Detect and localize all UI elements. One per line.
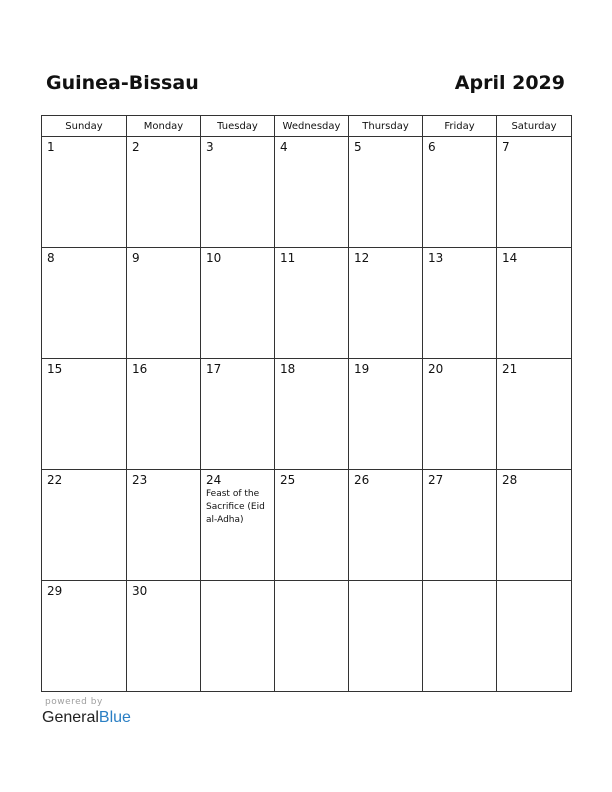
day-number: 29	[47, 584, 63, 598]
week-row	[42, 359, 572, 470]
day-number: 26	[354, 473, 370, 487]
day-number: 28	[502, 473, 518, 487]
week-row	[42, 248, 572, 359]
powered-by-text: powered by	[45, 697, 103, 707]
weekday-friday: Friday	[423, 116, 497, 137]
day-cell	[42, 581, 127, 692]
day-number: 11	[280, 251, 296, 265]
day-cell	[42, 248, 127, 359]
day-cell	[497, 248, 572, 359]
weekday-tuesday: Tuesday	[201, 116, 275, 137]
day-number: 4	[280, 140, 288, 154]
day-cell	[127, 359, 201, 470]
day-cell	[42, 137, 127, 248]
holiday-label: Feast of the Sacrifice (Eid al-Adha)	[206, 489, 265, 525]
day-cell	[42, 470, 127, 581]
day-number: 21	[502, 362, 518, 376]
day-cell	[349, 470, 423, 581]
month-title: April 2029	[454, 72, 565, 94]
calendar-grid	[41, 115, 572, 692]
day-cell	[127, 248, 201, 359]
day-number: 6	[428, 140, 436, 154]
day-cell	[275, 248, 349, 359]
day-cell	[423, 470, 497, 581]
weekday-saturday: Saturday	[497, 116, 572, 137]
day-cell	[349, 359, 423, 470]
day-number: 2	[132, 140, 140, 154]
footer-branding	[42, 697, 131, 728]
week-row	[42, 137, 572, 248]
day-number: 30	[132, 584, 148, 598]
day-number: 10	[206, 251, 222, 265]
day-number: 22	[47, 473, 63, 487]
day-number: 12	[354, 251, 370, 265]
day-cell	[127, 581, 201, 692]
day-cell-empty	[275, 581, 349, 692]
day-cell	[201, 137, 275, 248]
day-cell	[127, 470, 201, 581]
day-number: 7	[502, 140, 510, 154]
day-cell	[497, 359, 572, 470]
day-cell	[275, 359, 349, 470]
day-cell-empty	[349, 581, 423, 692]
day-cell-empty	[201, 581, 275, 692]
day-cell	[423, 137, 497, 248]
day-number: 25	[280, 473, 296, 487]
day-number: 14	[502, 251, 518, 265]
day-cell	[423, 248, 497, 359]
day-number: 23	[132, 473, 148, 487]
day-number: 9	[132, 251, 140, 265]
day-number: 18	[280, 362, 296, 376]
day-number: 19	[354, 362, 370, 376]
day-cell	[349, 137, 423, 248]
country-title: Guinea-Bissau	[46, 72, 199, 94]
generalblue-logo	[42, 708, 131, 728]
day-cell	[127, 137, 201, 248]
brand-general: General	[42, 709, 99, 726]
day-cell	[423, 359, 497, 470]
day-cell	[497, 137, 572, 248]
day-number: 20	[428, 362, 444, 376]
brand-blue: Blue	[98, 709, 131, 726]
day-number: 24	[206, 473, 222, 487]
day-number: 16	[132, 362, 148, 376]
day-number: 8	[47, 251, 55, 265]
day-cell	[275, 137, 349, 248]
day-cell	[497, 470, 572, 581]
day-number: 13	[428, 251, 444, 265]
day-cell	[201, 359, 275, 470]
weekday-header-row	[42, 116, 572, 137]
weekday-monday: Monday	[127, 116, 201, 137]
day-cell	[42, 359, 127, 470]
day-number: 3	[206, 140, 214, 154]
day-number: 17	[206, 362, 222, 376]
day-cell-holiday	[201, 470, 275, 581]
weekday-wednesday: Wednesday	[275, 116, 349, 137]
day-cell	[349, 248, 423, 359]
day-cell	[275, 470, 349, 581]
weekday-sunday: Sunday	[42, 116, 127, 137]
day-number: 15	[47, 362, 63, 376]
day-number: 27	[428, 473, 444, 487]
week-row	[42, 470, 572, 581]
week-row	[42, 581, 572, 692]
day-number: 1	[47, 140, 55, 154]
day-cell-empty	[497, 581, 572, 692]
weekday-thursday: Thursday	[349, 116, 423, 137]
day-number: 5	[354, 140, 362, 154]
day-cell	[201, 248, 275, 359]
day-cell-empty	[423, 581, 497, 692]
